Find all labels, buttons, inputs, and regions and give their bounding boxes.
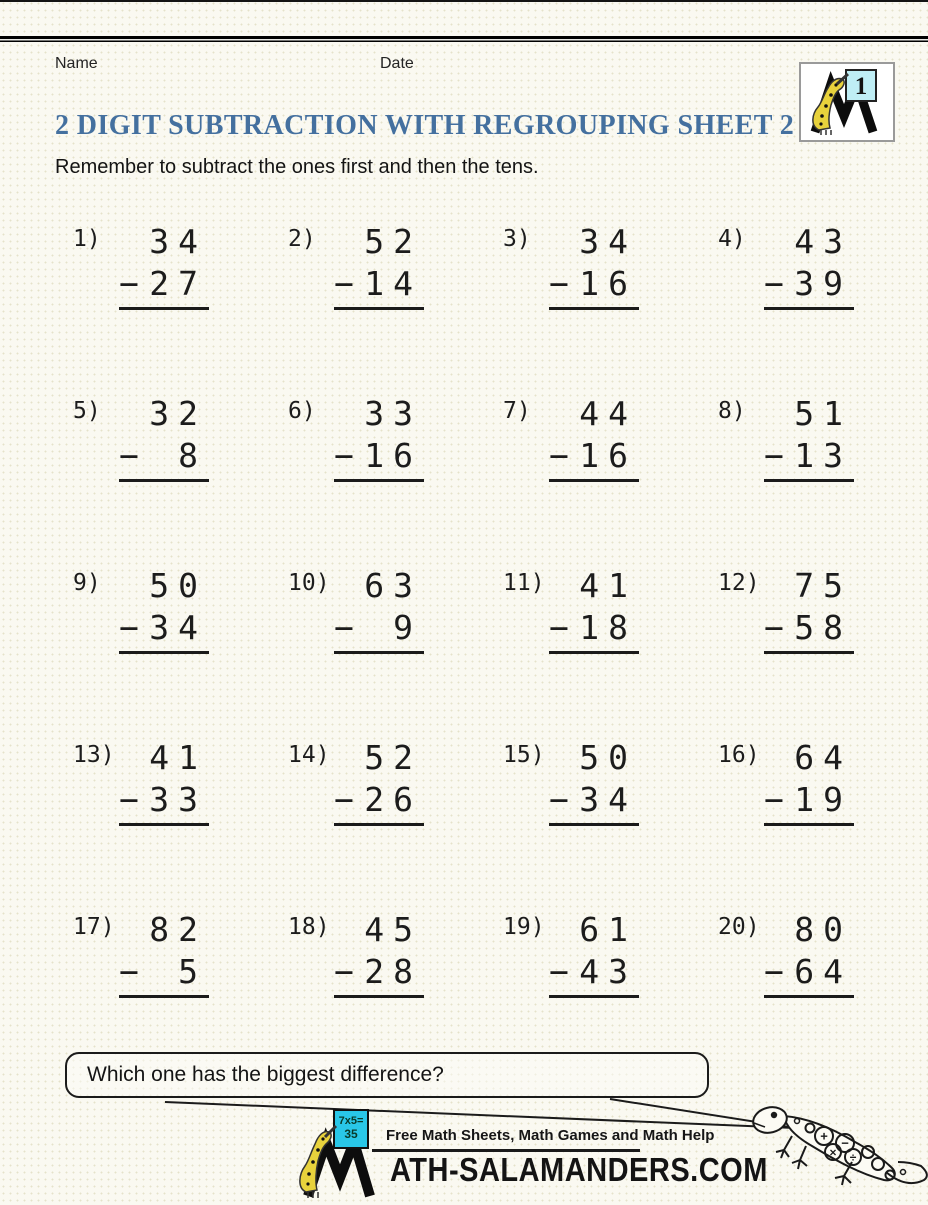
- subtrahend: 14: [364, 264, 422, 303]
- minus-icon: −: [334, 780, 354, 819]
- minus-op-icon: −: [841, 1135, 849, 1151]
- subtrahend: 19: [794, 780, 852, 819]
- footer-tagline: Free Math Sheets, Math Games and Math Help: [386, 1127, 715, 1144]
- minus-icon: −: [334, 436, 354, 475]
- answer-line: [549, 651, 639, 654]
- minuend: 64: [794, 738, 852, 777]
- footer-gecko-icon: [740, 1088, 928, 1198]
- footer-board-line2: 35: [344, 1127, 358, 1141]
- problem-number: 14): [288, 742, 330, 768]
- minus-icon: −: [334, 264, 354, 303]
- subtrahend: 58: [794, 608, 852, 647]
- instruction-text: Remember to subtract the ones first and then the tens.: [55, 156, 539, 178]
- problem-1: [55, 224, 270, 396]
- subtrahend: 13: [794, 436, 852, 475]
- footer-board-line1: 7x5=: [338, 1115, 364, 1127]
- subtrahend: 64: [794, 952, 852, 991]
- minuend: 34: [149, 222, 207, 261]
- problem-number: 8): [718, 398, 746, 424]
- date-label: Date: [380, 55, 414, 72]
- problem-work: [334, 224, 424, 310]
- answer-line: [764, 651, 854, 654]
- answer-line: [334, 307, 424, 310]
- problem-9: [55, 568, 270, 740]
- question-bubble: [65, 1052, 709, 1098]
- problem-work: [549, 396, 639, 482]
- minuend: 63: [364, 566, 422, 605]
- problem-work: [764, 568, 854, 654]
- problem-work: [764, 740, 854, 826]
- subtrahend: 18: [579, 608, 637, 647]
- minuend: 33: [364, 394, 422, 433]
- problem-number: 13): [73, 742, 115, 768]
- minuend: 41: [149, 738, 207, 777]
- minuend: 34: [579, 222, 637, 261]
- subtrahend: 27: [149, 264, 207, 303]
- minus-icon: −: [549, 436, 569, 475]
- problem-6: [270, 396, 485, 568]
- problem-work: [334, 568, 424, 654]
- answer-line: [334, 823, 424, 826]
- problem-8: [700, 396, 915, 568]
- problem-14: [270, 740, 485, 912]
- problem-work: [764, 912, 854, 998]
- minus-icon: −: [119, 436, 139, 475]
- answer-line: [334, 479, 424, 482]
- problem-7: [485, 396, 700, 568]
- minuend: 50: [149, 566, 207, 605]
- subtrahend: 34: [149, 608, 207, 647]
- minuend: 44: [579, 394, 637, 433]
- problem-12: [700, 568, 915, 740]
- header-double-rule: [0, 36, 928, 42]
- minus-icon: −: [764, 608, 784, 647]
- problem-number: 9): [73, 570, 101, 596]
- answer-line: [119, 823, 209, 826]
- name-label: Name: [55, 55, 98, 72]
- problem-15: [485, 740, 700, 912]
- minus-icon: −: [764, 264, 784, 303]
- minuend: 61: [579, 910, 637, 949]
- minus-icon: −: [119, 608, 139, 647]
- problem-work: [334, 740, 424, 826]
- minuend: 80: [794, 910, 852, 949]
- problem-work: [549, 224, 639, 310]
- problem-5: [55, 396, 270, 568]
- subtrahend: 16: [579, 264, 637, 303]
- minuend: 82: [149, 910, 207, 949]
- minus-icon: −: [549, 780, 569, 819]
- answer-line: [119, 307, 209, 310]
- subtrahend: 8: [178, 436, 207, 475]
- problem-number: 6): [288, 398, 316, 424]
- answer-line: [334, 995, 424, 998]
- answer-line: [119, 995, 209, 998]
- minus-icon: −: [334, 952, 354, 991]
- answer-line: [549, 479, 639, 482]
- problem-work: [764, 224, 854, 310]
- minuend: 45: [364, 910, 422, 949]
- problem-number: 3): [503, 226, 531, 252]
- problem-number: 12): [718, 570, 760, 596]
- divide-icon: ÷: [849, 1150, 857, 1165]
- minus-icon: −: [764, 436, 784, 475]
- logo-number: 1: [854, 73, 868, 100]
- answer-line: [549, 307, 639, 310]
- problem-work: [549, 740, 639, 826]
- minuend: 52: [364, 738, 422, 777]
- problem-number: 19): [503, 914, 545, 940]
- minuend: 43: [794, 222, 852, 261]
- problem-work: [549, 912, 639, 998]
- minuend: 51: [794, 394, 852, 433]
- page-title: 2 DIGIT SUBTRACTION WITH REGROUPING SHEET 2: [55, 110, 795, 141]
- gecko-eye: [771, 1112, 777, 1118]
- footer-logo: [292, 1108, 392, 1205]
- minus-icon: −: [764, 780, 784, 819]
- problem-4: [700, 224, 915, 396]
- problem-number: 10): [288, 570, 330, 596]
- problem-10: [270, 568, 485, 740]
- times-icon: ×: [829, 1145, 837, 1160]
- minus-icon: −: [334, 608, 354, 647]
- problem-work: [549, 568, 639, 654]
- minuend: 75: [794, 566, 852, 605]
- problem-number: 5): [73, 398, 101, 424]
- minus-icon: −: [119, 780, 139, 819]
- problem-number: 17): [73, 914, 115, 940]
- answer-line: [764, 995, 854, 998]
- top-hairline: [0, 0, 928, 2]
- problem-work: [334, 396, 424, 482]
- problem-3: [485, 224, 700, 396]
- problem-work: [764, 396, 854, 482]
- minuend: 50: [579, 738, 637, 777]
- subtrahend: 5: [178, 952, 207, 991]
- problem-number: 2): [288, 226, 316, 252]
- plus-icon: +: [820, 1128, 828, 1144]
- problem-work: [119, 912, 209, 998]
- subtrahend: 26: [364, 780, 422, 819]
- minus-icon: −: [119, 952, 139, 991]
- subtrahend: 39: [794, 264, 852, 303]
- subtrahend: 43: [579, 952, 637, 991]
- problem-work: [119, 568, 209, 654]
- problems-grid: [55, 224, 915, 1084]
- problem-work: [119, 396, 209, 482]
- problem-work: [334, 912, 424, 998]
- problem-number: 16): [718, 742, 760, 768]
- footer-salamander-icon: [300, 1132, 331, 1192]
- problem-11: [485, 568, 700, 740]
- problem-13: [55, 740, 270, 912]
- problem-number: 15): [503, 742, 545, 768]
- subtrahend: 33: [149, 780, 207, 819]
- subtrahend: 16: [364, 436, 422, 475]
- subtrahend: 9: [393, 608, 422, 647]
- question-text: Which one has the biggest difference?: [87, 1063, 444, 1086]
- problem-number: 20): [718, 914, 760, 940]
- minus-icon: −: [549, 608, 569, 647]
- answer-line: [549, 995, 639, 998]
- problem-number: 7): [503, 398, 531, 424]
- minuend: 52: [364, 222, 422, 261]
- answer-line: [764, 307, 854, 310]
- minus-icon: −: [549, 952, 569, 991]
- answer-line: [764, 823, 854, 826]
- minus-icon: −: [764, 952, 784, 991]
- problem-2: [270, 224, 485, 396]
- minus-icon: −: [549, 264, 569, 303]
- subtrahend: 28: [364, 952, 422, 991]
- answer-line: [119, 651, 209, 654]
- problem-20: [700, 912, 915, 1084]
- footer-logo-icon: [292, 1108, 392, 1200]
- problem-16: [700, 740, 915, 912]
- minus-icon: −: [119, 264, 139, 303]
- problem-number: 18): [288, 914, 330, 940]
- minuend: 32: [149, 394, 207, 433]
- answer-line: [549, 823, 639, 826]
- problem-number: 4): [718, 226, 746, 252]
- problem-work: [119, 740, 209, 826]
- answer-line: [334, 651, 424, 654]
- problem-work: [119, 224, 209, 310]
- answer-line: [764, 479, 854, 482]
- problem-number: 11): [503, 570, 545, 596]
- subtrahend: 16: [579, 436, 637, 475]
- minuend: 41: [579, 566, 637, 605]
- subtrahend: 34: [579, 780, 637, 819]
- answer-line: [119, 479, 209, 482]
- footer-sitename: ATH-SALAMANDERS.COM: [390, 1152, 768, 1189]
- problem-number: 1): [73, 226, 101, 252]
